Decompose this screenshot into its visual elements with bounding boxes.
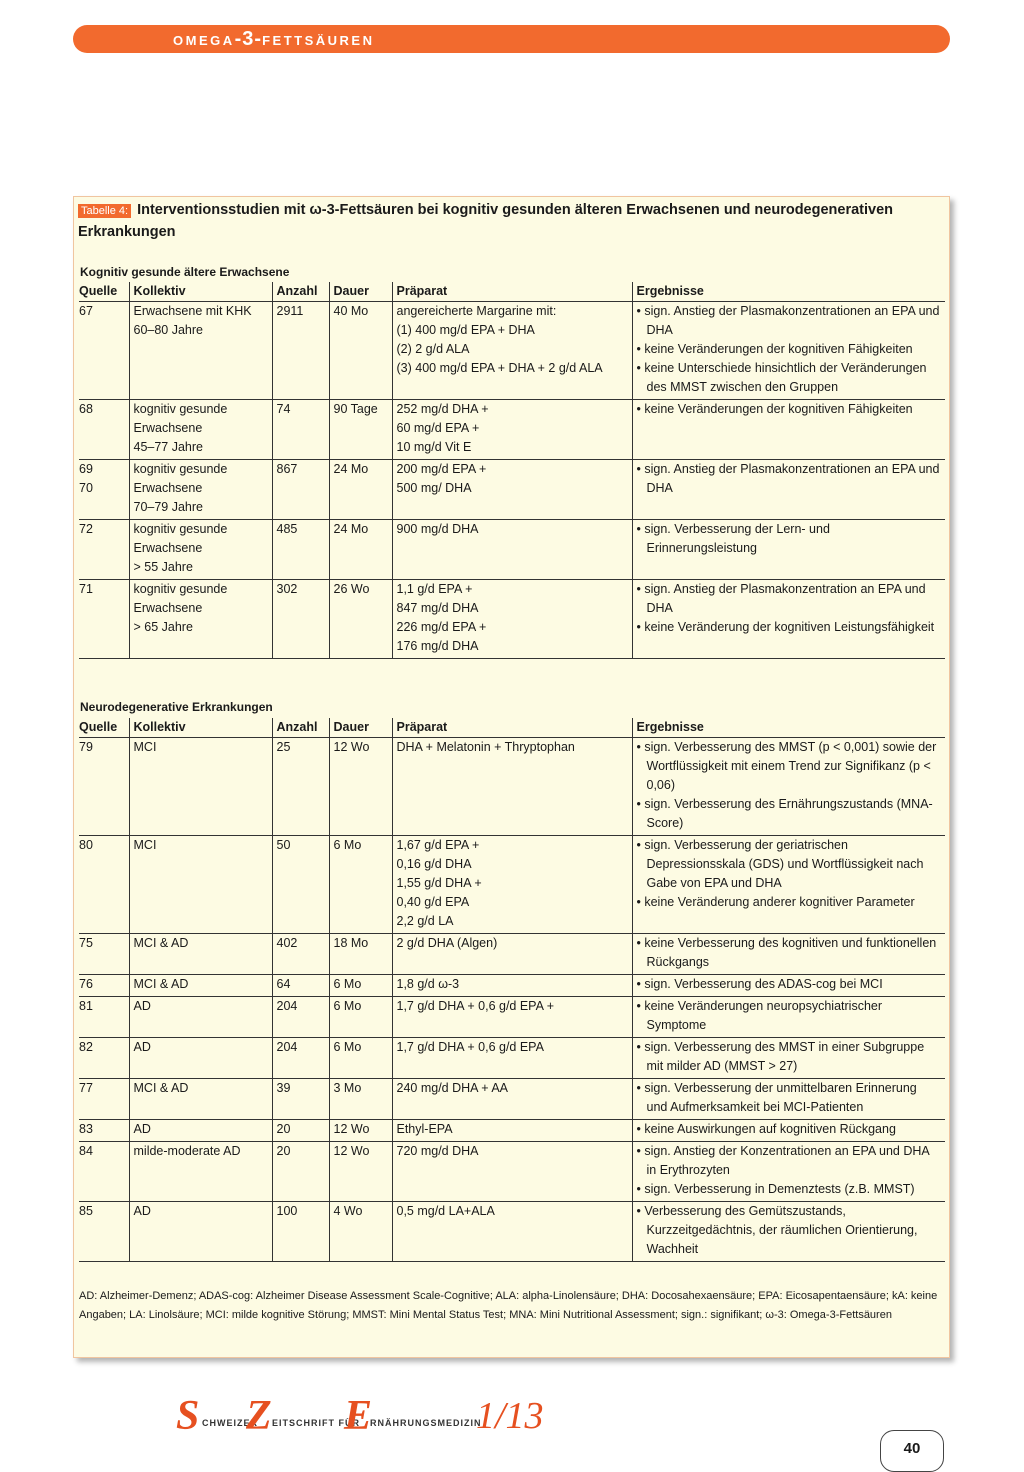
journal-logo	[176, 1392, 576, 1442]
table-row	[79, 836, 945, 934]
logo-e-text: RNÄHRUNGSMEDIZIN	[370, 1418, 482, 1428]
cell-line: 80	[79, 838, 93, 852]
cell-line: 69	[79, 462, 93, 476]
cell-quelle	[79, 738, 129, 836]
cell-dauer: 6 Mo	[329, 997, 392, 1038]
table-row	[79, 934, 945, 975]
cell-kollektiv	[129, 1202, 272, 1262]
cell-praeparat	[392, 302, 632, 400]
cell-line: 68	[79, 402, 93, 416]
cell-line: 0,40 g/d EPA	[396, 895, 470, 909]
result-item: • sign. Verbesserung des MMST (p < 0,001) sowie der Wortflüssigkeit mit einem Trend zur Signifikanz (p < 0,06)	[637, 738, 942, 795]
cell-praeparat	[392, 520, 632, 580]
cell-anzahl: 50	[272, 836, 329, 934]
cell-line: (1) 400 mg/d EPA + DHA	[396, 323, 535, 337]
table-footnote: AD: Alzheimer-Demenz; ADAS-cog: Alzheimer Disease Assessment Scale-Cognitive; ALA: alpha-Linolensäure; DHA: Docosahexaensäure; EPA: Eicosapentaensäure; kA: keine Angaben; LA: Linolsäure; MCI: milde kognitive Störung; MMST: Mini Mental Status Test; MNA: Mini Nutritional Assessment; sign.: signifikant; ω-3: Omega-3-Fettsäuren	[79, 1290, 938, 1321]
column-header: Dauer	[329, 282, 392, 302]
cell-line: AD	[133, 1122, 151, 1136]
cell-line: 10 mg/d Vit E	[396, 440, 472, 454]
cell-line: 71	[79, 582, 93, 596]
table-neurodegenerative	[79, 718, 945, 1262]
table-healthy-adults	[79, 282, 945, 659]
cell-dauer: 12 Wo	[329, 1120, 392, 1142]
cell-quelle	[79, 520, 129, 580]
cell-quelle	[79, 460, 129, 520]
cell-ergebnisse	[632, 400, 945, 460]
cell-line: Erwachsene	[133, 481, 203, 495]
cell-line: 176 mg/d DHA	[396, 639, 479, 653]
result-item: • sign. Anstieg der Plasmakonzentrationen an EPA und DHA	[637, 302, 942, 340]
cell-quelle	[79, 1120, 129, 1142]
table-row	[79, 580, 945, 659]
column-header: Kollektiv	[129, 718, 272, 738]
cell-line: 77	[79, 1081, 93, 1095]
cell-kollektiv	[129, 997, 272, 1038]
cell-kollektiv	[129, 1079, 272, 1120]
cell-anzahl: 20	[272, 1120, 329, 1142]
cell-dauer: 4 Wo	[329, 1202, 392, 1262]
cell-line: 0,5 mg/d LA+ALA	[396, 1204, 495, 1218]
cell-line: 83	[79, 1122, 93, 1136]
cell-line: 1,55 g/d DHA +	[396, 876, 482, 890]
cell-anzahl: 485	[272, 520, 329, 580]
cell-quelle	[79, 997, 129, 1038]
cell-ergebnisse	[632, 1142, 945, 1202]
cell-line: 67	[79, 304, 93, 318]
cell-line: 200 mg/d EPA +	[396, 462, 487, 476]
result-item: • sign. Verbesserung des ADAS-cog bei MCI	[637, 975, 942, 994]
cell-line: AD	[133, 1040, 151, 1054]
cell-line: 81	[79, 999, 93, 1013]
cell-line: Ethyl-EPA	[396, 1122, 453, 1136]
result-item: • sign. Verbesserung des Ernährungszustands (MNA-Score)	[637, 795, 942, 833]
cell-line: 70–79 Jahre	[133, 500, 204, 514]
table-row	[79, 1120, 945, 1142]
cell-line: AD	[133, 999, 151, 1013]
cell-line: 76	[79, 977, 93, 991]
cell-praeparat	[392, 975, 632, 997]
cell-quelle	[79, 1079, 129, 1120]
section1-title: Kognitiv gesunde ältere Erwachsene	[80, 265, 290, 279]
result-item: • keine Veränderungen neuropsychiatrischer Symptome	[637, 997, 942, 1035]
result-item: • sign. Anstieg der Plasmakonzentrationen an EPA und DHA	[637, 460, 942, 498]
result-item: • sign. Verbesserung der unmittelbaren Erinnerung und Aufmerksamkeit bei MCI-Patienten	[637, 1079, 942, 1117]
cell-line: 75	[79, 936, 93, 950]
table-row	[79, 975, 945, 997]
cell-quelle	[79, 580, 129, 659]
cell-line: Erwachsene	[133, 541, 203, 555]
column-header: Anzahl	[272, 282, 329, 302]
cell-praeparat	[392, 1142, 632, 1202]
cell-line: 252 mg/d DHA +	[396, 402, 489, 416]
column-header: Quelle	[79, 282, 129, 302]
cell-line: 720 mg/d DHA	[396, 1144, 479, 1158]
result-item: • sign. Verbesserung der geriatrischen Depressionsskala (GDS) und Wortflüssigkeit nach Gabe von EPA und DHA	[637, 836, 942, 893]
cell-praeparat	[392, 934, 632, 975]
cell-dauer: 12 Wo	[329, 1142, 392, 1202]
cell-quelle	[79, 400, 129, 460]
cell-praeparat	[392, 738, 632, 836]
cell-praeparat	[392, 1038, 632, 1079]
cell-praeparat	[392, 1202, 632, 1262]
cell-ergebnisse	[632, 738, 945, 836]
cell-line: 70	[79, 481, 93, 495]
cell-kollektiv	[129, 1120, 272, 1142]
cell-dauer: 90 Tage	[329, 400, 392, 460]
cell-line: kognitiv gesunde	[133, 582, 228, 596]
cell-ergebnisse	[632, 1202, 945, 1262]
cell-anzahl: 39	[272, 1079, 329, 1120]
issue-number: 1/13	[476, 1395, 544, 1437]
cell-dauer: 12 Wo	[329, 738, 392, 836]
table-row	[79, 997, 945, 1038]
result-item: • sign. Verbesserung in Demenztests (z.B. MMST)	[637, 1180, 942, 1199]
cell-ergebnisse	[632, 1079, 945, 1120]
result-item: • keine Veränderung der kognitiven Leistungsfähigkeit	[637, 618, 942, 637]
cell-ergebnisse	[632, 997, 945, 1038]
table-box	[73, 196, 950, 1358]
cell-anzahl: 100	[272, 1202, 329, 1262]
cell-anzahl: 867	[272, 460, 329, 520]
cell-kollektiv	[129, 1142, 272, 1202]
cell-praeparat	[392, 580, 632, 659]
cell-line: MCI & AD	[133, 936, 189, 950]
cell-line: 72	[79, 522, 93, 536]
cell-line: 1,7 g/d DHA + 0,6 g/d EPA	[396, 1040, 544, 1054]
cell-anzahl: 20	[272, 1142, 329, 1202]
cell-line: 2,2 g/d LA	[396, 914, 454, 928]
cell-dauer: 6 Mo	[329, 1038, 392, 1079]
cell-kollektiv	[129, 460, 272, 520]
cell-line: 85	[79, 1204, 93, 1218]
cell-kollektiv	[129, 738, 272, 836]
cell-dauer: 26 Wo	[329, 580, 392, 659]
logo-z-text: EITSCHRIFT FÜR	[272, 1418, 360, 1428]
cell-anzahl: 64	[272, 975, 329, 997]
cell-kollektiv	[129, 520, 272, 580]
cell-kollektiv	[129, 1038, 272, 1079]
result-item: • keine Veränderungen der kognitiven Fähigkeiten	[637, 340, 942, 359]
cell-line: MCI	[133, 740, 157, 754]
cell-anzahl: 204	[272, 1038, 329, 1079]
cell-kollektiv	[129, 400, 272, 460]
header-prefix: OMEGA	[173, 33, 235, 48]
cell-quelle	[79, 1038, 129, 1079]
cell-praeparat	[392, 400, 632, 460]
cell-line: 847 mg/d DHA	[396, 601, 479, 615]
result-item: • keine Veränderung anderer kognitiver Parameter	[637, 893, 942, 912]
result-item: • sign. Anstieg der Plasmakonzentration an EPA und DHA	[637, 580, 942, 618]
cell-line: 0,16 g/d DHA	[396, 857, 472, 871]
cell-ergebnisse	[632, 836, 945, 934]
cell-line: 1,8 g/d ω-3	[396, 977, 460, 991]
cell-line: 84	[79, 1144, 93, 1158]
cell-line: 45–77 Jahre	[133, 440, 204, 454]
page-number: 40	[903, 1440, 921, 1457]
table-row	[79, 1079, 945, 1120]
result-item: • keine Auswirkungen auf kognitiven Rückgang	[637, 1120, 942, 1139]
cell-dauer: 6 Mo	[329, 975, 392, 997]
cell-line: 900 mg/d DHA	[396, 522, 479, 536]
result-item: • sign. Verbesserung der Lern- und Erinnerungsleistung	[637, 520, 942, 558]
table-row	[79, 738, 945, 836]
cell-line: 226 mg/d EPA +	[396, 620, 487, 634]
cell-line: 1,1 g/d EPA +	[396, 582, 473, 596]
table-row	[79, 1038, 945, 1079]
cell-line: Erwachsene mit KHK	[133, 304, 252, 318]
cell-kollektiv	[129, 836, 272, 934]
cell-kollektiv	[129, 934, 272, 975]
result-item: • keine Verbesserung des kognitiven und funktionellen Rückgangs	[637, 934, 942, 972]
logo-e: E	[344, 1393, 373, 1439]
cell-line: angereicherte Margarine mit:	[396, 304, 557, 318]
column-header: Kollektiv	[129, 282, 272, 302]
table-title: Interventionsstudien mit ω-3-Fettsäuren bei kognitiv gesunden älteren Erwachsenen und neurodegenerativen Erkrankungen	[78, 202, 894, 240]
cell-line: 2 g/d DHA (Algen)	[396, 936, 498, 950]
cell-dauer: 18 Mo	[329, 934, 392, 975]
cell-anzahl: 74	[272, 400, 329, 460]
cell-quelle	[79, 1202, 129, 1262]
cell-ergebnisse	[632, 580, 945, 659]
table-row	[79, 1202, 945, 1262]
table-caption	[78, 200, 938, 243]
header-suffix: FETTSÄUREN	[262, 33, 375, 48]
column-header: Ergebnisse	[632, 282, 945, 302]
cell-anzahl: 302	[272, 580, 329, 659]
cell-line: milde-moderate AD	[133, 1144, 241, 1158]
cell-line: Erwachsene	[133, 601, 203, 615]
logo-s-text: CHWEIZER	[202, 1418, 258, 1428]
cell-dauer: 3 Mo	[329, 1079, 392, 1120]
cell-dauer: 40 Mo	[329, 302, 392, 400]
cell-line: AD	[133, 1204, 151, 1218]
table-row	[79, 302, 945, 400]
section-header-bar	[73, 25, 950, 53]
cell-anzahl: 402	[272, 934, 329, 975]
cell-ergebnisse	[632, 1038, 945, 1079]
cell-line: kognitiv gesunde	[133, 522, 228, 536]
table-row	[79, 520, 945, 580]
result-item: • keine Veränderungen der kognitiven Fähigkeiten	[637, 400, 942, 419]
cell-praeparat	[392, 836, 632, 934]
cell-kollektiv	[129, 580, 272, 659]
cell-quelle	[79, 934, 129, 975]
cell-ergebnisse	[632, 460, 945, 520]
cell-line: (2) 2 g/d ALA	[396, 342, 470, 356]
cell-anzahl: 25	[272, 738, 329, 836]
cell-line: 82	[79, 1040, 93, 1054]
cell-anzahl: 2911	[272, 302, 329, 400]
cell-praeparat	[392, 997, 632, 1038]
logo-z: Z	[246, 1393, 272, 1439]
cell-line: DHA + Melatonin + Thryptophan	[396, 740, 575, 754]
column-header: Dauer	[329, 718, 392, 738]
result-item: • sign. Anstieg der Konzentrationen an EPA und DHA in Erythrozyten	[637, 1142, 942, 1180]
column-header: Präparat	[392, 718, 632, 738]
cell-line: > 65 Jahre	[133, 620, 193, 634]
cell-quelle	[79, 1142, 129, 1202]
cell-kollektiv	[129, 302, 272, 400]
cell-line: (3) 400 mg/d EPA + DHA + 2 g/d ALA	[396, 361, 603, 375]
cell-line: 60 mg/d EPA +	[396, 421, 480, 435]
section2-title: Neurodegenerative Erkrankungen	[80, 700, 273, 714]
cell-line: kognitiv gesunde	[133, 462, 228, 476]
logo-s: S	[176, 1393, 200, 1439]
cell-quelle	[79, 836, 129, 934]
page-number-tab	[880, 1430, 944, 1472]
cell-line: 79	[79, 740, 93, 754]
cell-ergebnisse	[632, 520, 945, 580]
cell-line: 240 mg/d DHA + AA	[396, 1081, 509, 1095]
table-row	[79, 460, 945, 520]
cell-line: 60–80 Jahre	[133, 323, 204, 337]
cell-ergebnisse	[632, 934, 945, 975]
cell-line: MCI & AD	[133, 977, 189, 991]
section-title	[173, 29, 374, 51]
cell-quelle	[79, 975, 129, 997]
cell-line: 1,67 g/d EPA +	[396, 838, 480, 852]
cell-kollektiv	[129, 975, 272, 997]
column-header: Anzahl	[272, 718, 329, 738]
header-middle: -3-	[234, 28, 263, 50]
column-header: Ergebnisse	[632, 718, 945, 738]
cell-line: kognitiv gesunde	[133, 402, 228, 416]
result-item: • Verbesserung des Gemütszustands, Kurzzeitgedächtnis, der räumlichen Orientierung, Wachheit	[637, 1202, 942, 1259]
cell-line: Erwachsene	[133, 421, 203, 435]
table-label: Tabelle 4:	[78, 204, 131, 218]
result-item: • keine Unterschiede hinsichtlich der Veränderungen des MMST zwischen den Gruppen	[637, 359, 942, 397]
cell-line: MCI & AD	[133, 1081, 189, 1095]
cell-praeparat	[392, 1079, 632, 1120]
cell-line: > 55 Jahre	[133, 560, 193, 574]
table-row	[79, 1142, 945, 1202]
cell-line: 500 mg/ DHA	[396, 481, 472, 495]
cell-line: 1,7 g/d DHA + 0,6 g/d EPA +	[396, 999, 555, 1013]
column-header: Präparat	[392, 282, 632, 302]
table-row	[79, 400, 945, 460]
result-item: • sign. Verbesserung des MMST in einer Subgruppe mit milder AD (MMST > 27)	[637, 1038, 942, 1076]
cell-praeparat	[392, 460, 632, 520]
cell-dauer: 24 Mo	[329, 520, 392, 580]
cell-ergebnisse	[632, 1120, 945, 1142]
cell-quelle	[79, 302, 129, 400]
cell-ergebnisse	[632, 975, 945, 997]
cell-ergebnisse	[632, 302, 945, 400]
cell-dauer: 6 Mo	[329, 836, 392, 934]
column-header: Quelle	[79, 718, 129, 738]
cell-line: MCI	[133, 838, 157, 852]
cell-dauer: 24 Mo	[329, 460, 392, 520]
cell-anzahl: 204	[272, 997, 329, 1038]
cell-praeparat	[392, 1120, 632, 1142]
